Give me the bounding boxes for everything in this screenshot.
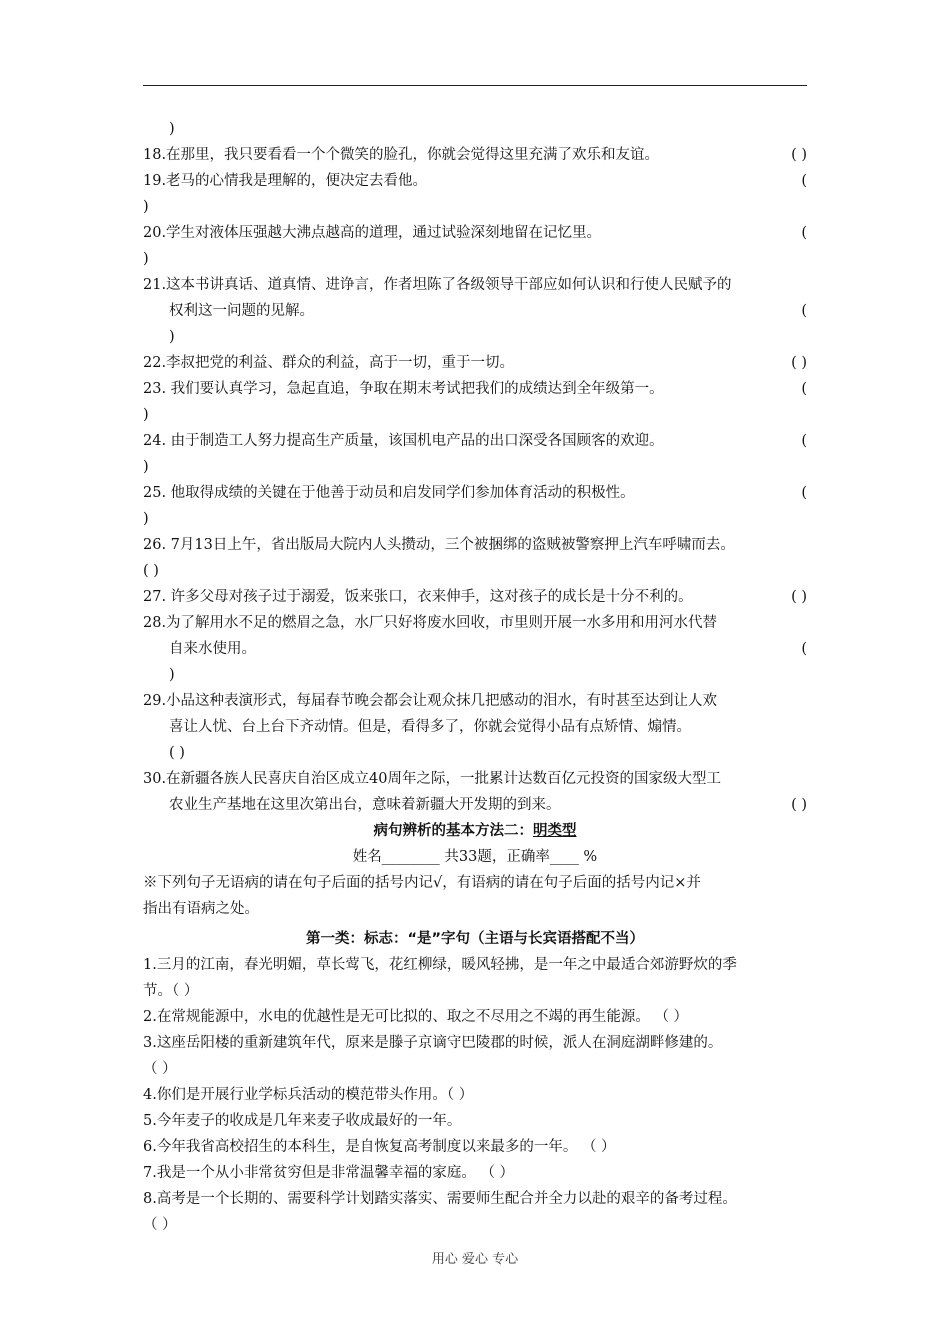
item-5: 5.今年麦子的收成是几年来麦子收成最好的一年。 <box>143 1113 462 1129</box>
instruction-line-1: ※下列句子无语病的请在句子后面的括号内记√，有语病的请在句子后面的括号内记×并 <box>143 875 701 891</box>
header-rule <box>143 85 807 86</box>
question-30-cont: 农业生产基地在这里次第出台，意味着新疆大开发期的到来。 ( ) <box>169 797 807 813</box>
question-23: 23. 我们要认真学习，急起直追，争取在期末考试把我们的成绩达到全年级第一。 ( <box>143 381 807 397</box>
question-24-close: ) <box>143 459 149 475</box>
question-25: 25. 他取得成绩的关键在于他善于动员和启发同学们参加体育活动的积极性。 ( <box>143 485 807 501</box>
item-6: 6.今年我省高校招生的本科生，是自恢复高考制度以来最多的一年。 （ ） <box>143 1139 616 1155</box>
item-3-cont: （ ） <box>143 1061 177 1077</box>
page-footer: 用心 爱心 专心 <box>431 1252 519 1267</box>
question-29-cont: 喜让人忧、台上台下齐动情。但是，看得多了，你就会觉得小品有点矫情、煽情。 <box>169 719 691 735</box>
question-22: 22.李叔把党的利益、群众的利益，高于一切，重于一切。 ( ) <box>143 355 807 371</box>
question-19: 19.老马的心情我是理解的，便决定去看他。 ( <box>143 173 807 189</box>
score-line: 姓名________ 共33题，正确率____ % <box>352 849 598 865</box>
question-18: 18.在那里，我只要看看一个个微笑的脸孔，你就会觉得这里充满了欢乐和友谊。 ( ) <box>143 147 807 163</box>
question-28-cont: 自来水使用。 ( <box>169 641 807 657</box>
item-7: 7.我是一个从小非常贫穷但是非常温馨幸福的家庭。 （ ） <box>143 1165 515 1181</box>
question-26-paren: ( ) <box>143 563 159 579</box>
q17-tail: ) <box>169 121 175 137</box>
item-8: 8.高考是一个长期的、需要科学计划踏实落实、需要师生配合并全力以赴的艰辛的备考过程。 <box>143 1191 737 1207</box>
question-23-close: ) <box>143 407 149 423</box>
question-26: 26. 7月13日上午，省出版局大院内人头攒动，三个被捆绑的盗贼被警察押上汽车呼啸而去。 <box>143 537 735 553</box>
question-25-close: ) <box>143 511 149 527</box>
document-body <box>143 116 807 1238</box>
item-1: 1.三月的江南，春光明媚，草长莺飞，花红柳绿，暖风轻拂，是一年之中最适合郊游野炊的季 <box>143 957 737 973</box>
question-21-close: ) <box>169 329 175 345</box>
item-3: 3.这座岳阳楼的重新建筑年代，原来是滕子京谪守巴陵郡的时候，派人在洞庭湖畔修建的。 <box>143 1035 723 1051</box>
section-title: 病句辨析的基本方法二：明类型 <box>373 823 577 839</box>
item-8-cont: （ ） <box>143 1217 177 1233</box>
category-heading: 第一类：标志：“是”字句（主语与长宾语搭配不当） <box>305 931 645 947</box>
question-28: 28.为了解用水不足的燃眉之急，水厂只好将废水回收，市里则开展一水多用和用河水代替 <box>143 615 718 631</box>
item-1-cont: 节。（ ） <box>143 983 199 999</box>
question-20: 20.学生对液体压强越大沸点越高的道理，通过试验深刻地留在记忆里。 ( <box>143 225 807 241</box>
item-4: 4.你们是开展行业学标兵活动的模范带头作用。（ ） <box>143 1087 474 1103</box>
item-2: 2.在常规能源中，水电的优越性是无可比拟的、取之不尽用之不竭的再生能源。 （ ） <box>143 1009 689 1025</box>
question-29: 29.小品这种表演形式，每届春节晚会都会让观众抹几把感动的泪水，有时甚至达到让人欢 <box>143 693 718 709</box>
question-24: 24. 由于制造工人努力提高生产质量，该国机电产品的出口深受各国顾客的欢迎。 ( <box>143 433 807 449</box>
question-28-close: ) <box>169 667 175 683</box>
question-21: 21.这本书讲真话、道真情、进诤言，作者坦陈了各级领导干部应如何认识和行使人民赋予的 <box>143 277 732 293</box>
question-29-paren: ( ) <box>169 745 185 761</box>
question-20-close: ) <box>143 251 149 267</box>
instruction-line-2: 指出有语病之处。 <box>143 901 259 917</box>
question-27: 27. 许多父母对孩子过于溺爱，饭来张口，衣来伸手，这对孩子的成长是十分不利的。 ( ) <box>143 589 807 605</box>
question-30: 30.在新疆各族人民喜庆自治区成立40周年之际，一批累计达数百亿元投资的国家级大型工 <box>143 771 722 787</box>
question-21-cont: 权利这一问题的见解。 ( <box>169 303 807 319</box>
question-19-close: ) <box>143 199 149 215</box>
